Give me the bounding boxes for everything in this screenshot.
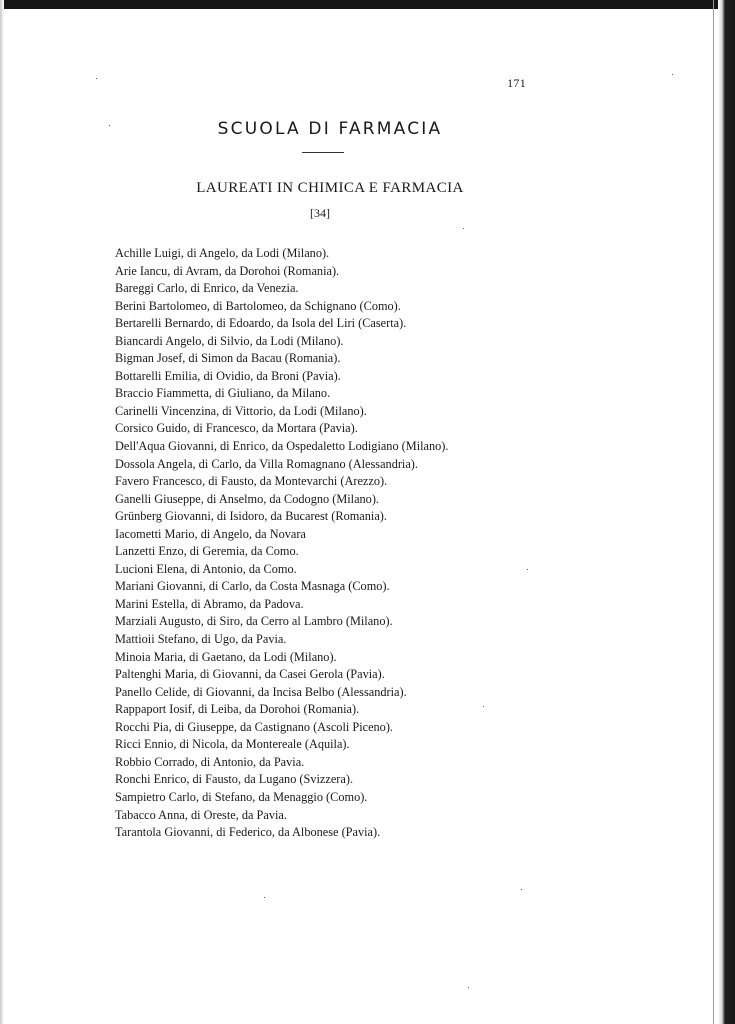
- graduate-list: [115, 245, 575, 842]
- list-item: Dossola Angela, di Carlo, da Villa Romagnano (Alessandria).: [115, 456, 418, 471]
- list-item: Marziali Augusto, di Siro, da Cerro al Lambro (Milano).: [115, 614, 393, 629]
- scan-speck: [521, 889, 522, 890]
- list-item: Sampietro Carlo, di Stefano, da Menaggio (Como).: [115, 789, 368, 804]
- list-item: Bertarelli Bernardo, di Edoardo, da Isola del Liri (Caserta).: [115, 316, 407, 331]
- list-item: Paltenghi Maria, di Giovanni, da Casei Gerola (Pavia).: [115, 667, 385, 682]
- list-item: Ganelli Giuseppe, di Anselmo, da Codogno (Milano).: [115, 491, 380, 506]
- list-item: Berini Bartolomeo, di Bartolomeo, da Schignano (Como).: [115, 298, 401, 313]
- page-number: 171: [507, 76, 526, 90]
- list-item: Tarantola Giovanni, di Federico, da Albonese (Pavia).: [115, 825, 381, 840]
- list-item: Minoia Maria, di Gaetano, da Lodi (Milano).: [115, 649, 337, 664]
- list-item: Dell'Aqua Giovanni, di Enrico, da Ospedaletto Lodigiano (Milano).: [115, 439, 449, 454]
- section-subtitle: LAUREATI IN CHIMICA E FARMACIA: [196, 180, 464, 196]
- list-item: Tabacco Anna, di Oreste, da Pavia.: [115, 807, 287, 822]
- list-item: Rocchi Pia, di Giuseppe, da Castignano (Ascoli Piceno).: [115, 719, 393, 734]
- scan-speck: [109, 125, 110, 126]
- scan-speck: [264, 897, 265, 898]
- list-item: Bottarelli Emilia, di Ovidio, da Broni (Pavia).: [115, 368, 341, 383]
- list-item: Biancardi Angelo, di Silvio, da Lodi (Milano).: [115, 333, 344, 348]
- scan-top-edge: [0, 0, 735, 9]
- title-divider: [302, 152, 344, 153]
- list-item: Corsico Guido, di Francesco, da Mortara (Pavia).: [115, 421, 358, 436]
- scan-speck: [527, 569, 528, 570]
- list-item: Mariani Giovanni, di Carlo, da Costa Masnaga (Como).: [115, 579, 390, 594]
- scan-speck: [96, 78, 97, 79]
- list-item: Braccio Fiammetta, di Giuliano, da Milano.: [115, 386, 331, 401]
- list-item: Lucioni Elena, di Antonio, da Como.: [115, 561, 297, 576]
- scan-speck: [672, 74, 673, 75]
- scan-right-edge: [718, 0, 735, 1024]
- list-item: Robbio Corrado, di Antonio, da Pavia.: [115, 754, 305, 769]
- scan-speck: [483, 706, 484, 707]
- list-item: Ricci Ennio, di Nicola, da Montereale (Aquila).: [115, 737, 350, 752]
- scan-left-edge: [0, 0, 4, 1024]
- list-item: Iacometti Mario, di Angelo, da Novara: [115, 526, 306, 541]
- list-item: Arie Iancu, di Avram, da Dorohoi (Romania).: [115, 263, 340, 278]
- list-item: Ronchi Enrico, di Fausto, da Lugano (Svizzera).: [115, 772, 354, 787]
- list-item: Rappaport Iosif, di Leiba, da Dorohoi (Romania).: [115, 702, 360, 717]
- graduate-count: [34]: [310, 206, 330, 220]
- list-item: Panello Celide, di Giovanni, da Incisa Belbo (Alessandria).: [115, 684, 407, 699]
- scan-gutter-line: [713, 0, 714, 1024]
- list-item: Carinelli Vincenzina, di Vittorio, da Lodi (Milano).: [115, 403, 367, 418]
- scan-speck: [468, 987, 469, 988]
- list-item: Grünberg Giovanni, di Isidoro, da Bucarest (Romania).: [115, 509, 387, 524]
- list-item: Achille Luigi, di Angelo, da Lodi (Milano).: [115, 246, 330, 260]
- list-item: Favero Francesco, di Fausto, da Montevarchi (Arezzo).: [115, 474, 388, 489]
- list-item: Bigman Josef, di Simon da Bacau (Romania).: [115, 351, 341, 366]
- list-item: Lanzetti Enzo, di Geremia, da Como.: [115, 544, 299, 559]
- list-item: Bareggi Carlo, di Enrico, da Venezia.: [115, 281, 299, 296]
- scan-speck: [463, 228, 464, 229]
- page-title: SCUOLA DI FARMACIA: [217, 119, 443, 139]
- list-item: Mattioii Stefano, di Ugo, da Pavia.: [115, 632, 287, 647]
- list-item: Marini Estella, di Abramo, da Padova.: [115, 596, 304, 611]
